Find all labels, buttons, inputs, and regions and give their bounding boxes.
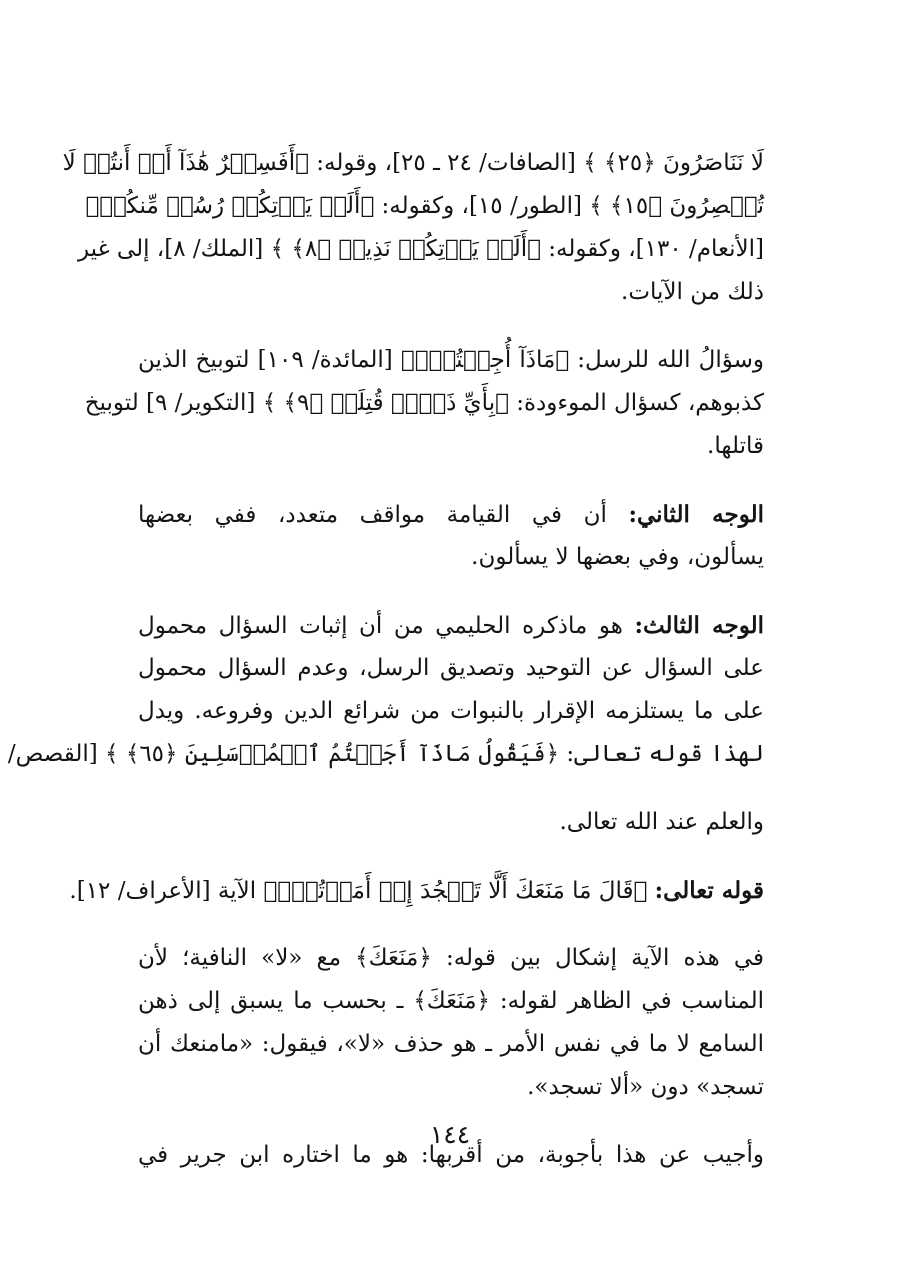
text-line: وسؤالُ الله للرسل: ﴿مَاذَآ أُجِبۡتُمۡۖ﴾ [المائدة/ ١٠٩] لتوبيخ الذين [138,347,764,373]
text-line [69,869,764,912]
text-line [138,604,764,647]
text-line [138,493,764,536]
paragraph-verse-heading [69,869,764,912]
text-line: لَا نَنَاصَرُونَ ﴿٢٥﴾ ﴾ [الصافات/ ٢٤ ـ ٢٥]، وقوله: ﴿أَفَسِحۡرٌ هَٰذَآ أَمۡ أَنتُمۡ لَا [62,150,764,176]
text-line: السامع لا ما في نفس الأمر ـ هو حذف «لا»، فيقول: «مامنعك أن [138,1031,764,1057]
text-line: وأجيب عن هذا بأجوبة، من أقربها: هو ما اختاره ابن جرير في [138,1142,764,1168]
paragraph-second-aspect [138,493,764,579]
paragraph-quran-examples [62,142,764,314]
text-line: تُبۡصِرُونَ ﴿١٥﴾ ﴾ [الطور/ ١٥]، وكقوله: ﴿أَلَمۡ يَأۡتِكُمۡ رُسُلٞ مِّنكُمۡ﴾ [85,193,764,219]
page-body [7,142,764,1177]
paragraph-closing-remark [138,801,764,844]
text-line: كذبوهم، كسؤال الموءودة: ﴿بِأَيِّ ذَنۢبٖ قُتِلَتۡ ﴿٩﴾ ﴾ [التكوير/ ٩] لتوبيخ [84,390,764,416]
text-line: المناسب في الظاهر لقوله: ﴿مَنَعَكَ﴾ ـ بحسب ما يسبق إلى ذهن [138,988,764,1014]
text-line: على ما يستلزمه الإقرار بالنبوات من شرائع الدين وفروعه. ويدل [138,698,764,724]
text-line: قاتلها. [707,433,764,459]
text-line: لهذا قوله تعالى: ﴿فَيَقُولُ مَاذَآ أَجَبۡتُمُ ٱلۡمُرۡسَلِينَ ﴿٦٥﴾ ﴾ [القصص/ [7,741,764,767]
paragraph-problem-statement [138,937,764,1109]
text-line: يسألون، وفي بعضها لا يسألون. [471,544,764,570]
paragraph-questioning-messengers [84,339,764,468]
text-line: في هذه الآية إشكال بين قوله: ﴿مَنَعَكَ﴾ مع «لا» النافية؛ لأن [138,945,764,971]
text-run: ﴿قَالَ مَا مَنَعَكَ أَلَّا تَسۡجُدَ إِذۡ أَمَرۡتُكَۖ﴾ الآية [الأعراف/ ١٢]. [69,878,655,904]
text-line: على السؤال عن التوحيد وتصديق الرسل، وعدم السؤال محمول [138,655,764,681]
text-run: هو ماذكره الحليمي من أن إثبات السؤال محمول [138,613,635,639]
text-line: ذلك من الآيات. [621,279,764,305]
section-lead: قوله تعالى: [654,877,764,904]
section-lead: الوجه الثاني: [628,501,764,528]
text-line: والعلم عند الله تعالى. [559,809,764,835]
paragraph-third-aspect [7,604,764,776]
page-number: ١٤٤ [429,1120,471,1149]
section-lead: الوجه الثالث: [634,612,764,639]
text-run: أن في القيامة مواقف متعدد، ففي بعضها [138,502,629,528]
text-line: [الأنعام/ ١٣٠]، وكقوله: ﴿أَلَمۡ يَأۡتِكُمۡ نَذِيرٞ ﴿٨﴾ ﴾ [الملك/ ٨]، إلى غير [77,236,764,262]
text-line: تسجد» دون «ألا تسجد». [527,1074,764,1100]
